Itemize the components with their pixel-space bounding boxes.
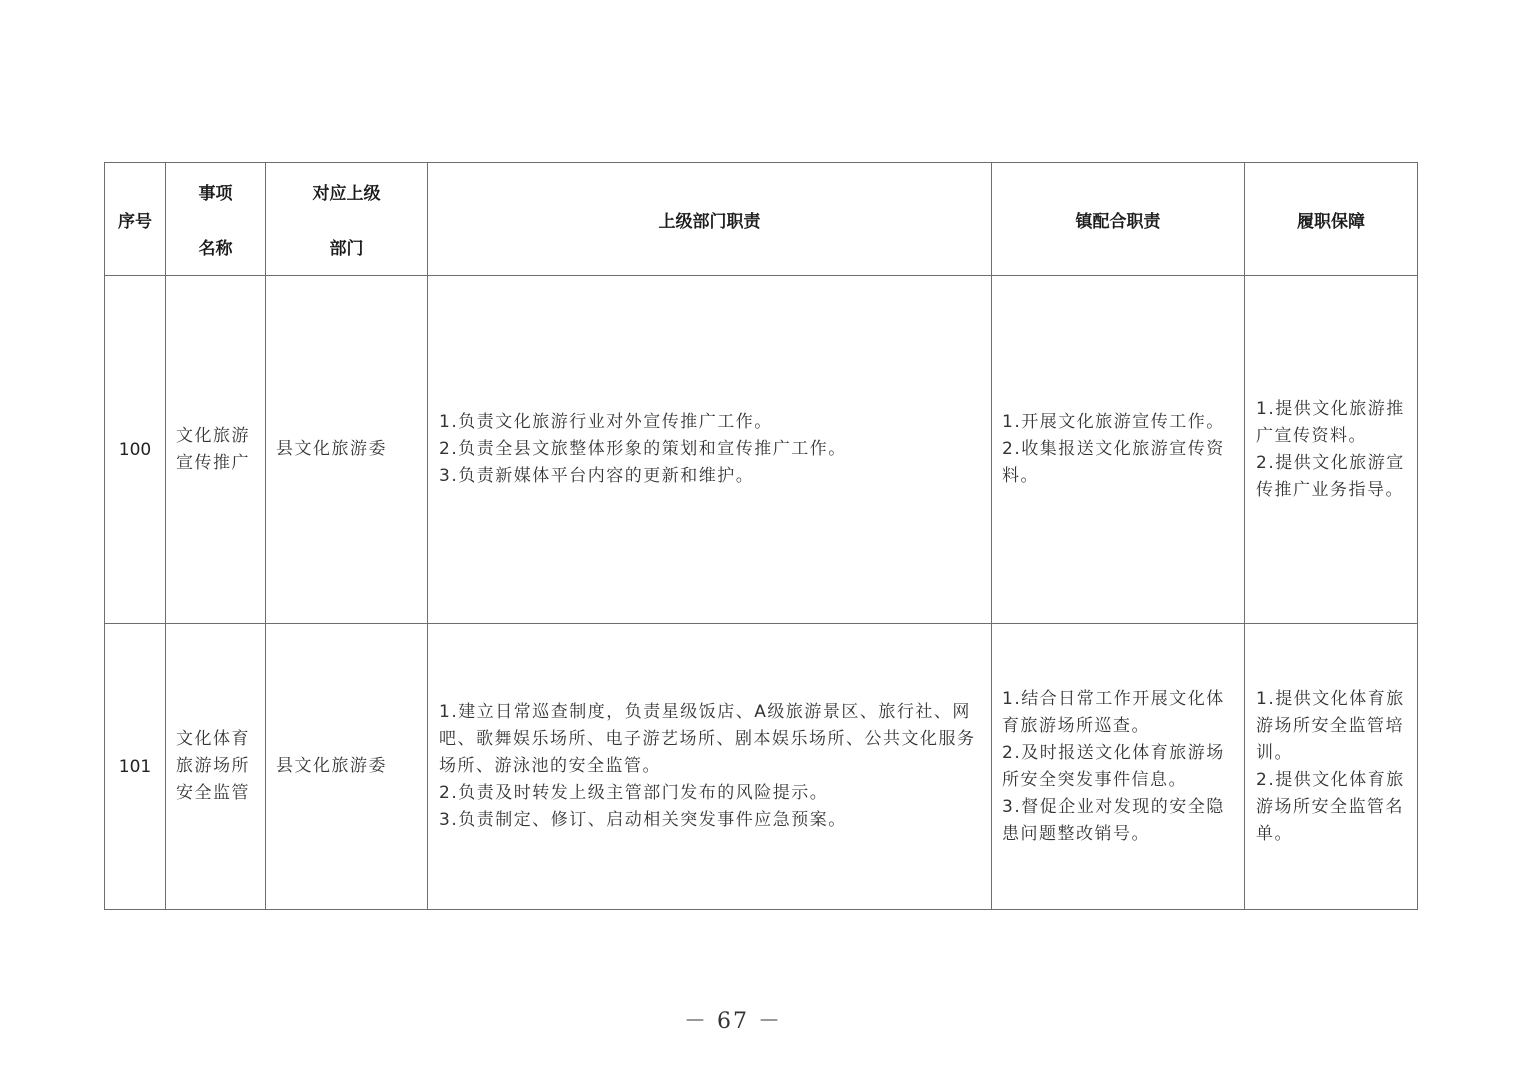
row-upper-dept: 县文化旅游委 [266, 276, 428, 624]
guarantee-item: 1.提供文化旅游推广宣传资料。 [1256, 398, 1405, 446]
duty-item: 1.建立日常巡查制度，负责星级饭店、A级旅游景区、旅行社、网吧、歌舞娱乐场所、电子游艺场所、剧本娱乐场所、公共文化服务场所、游泳池的安全监管。 [439, 702, 976, 776]
header-item-name [166, 163, 266, 276]
duty-item: 3.负责制定、修订、启动相关突发事件应急预案。 [439, 810, 847, 830]
header-upper-dept [266, 163, 428, 276]
row-item-name-line: 旅游场所 [176, 756, 250, 776]
guarantee-item: 2.提供文化体育旅游场所安全监管名单。 [1256, 769, 1405, 844]
duty-item: 2.负责及时转发上级主管部门发布的风险提示。 [439, 783, 829, 803]
row-item-name-line: 文化旅游 [176, 425, 250, 446]
row-seq: 100 [105, 276, 166, 624]
header-seq [105, 163, 166, 276]
header-seq-label: 序号 [118, 211, 152, 232]
row-guarantee [1245, 276, 1418, 624]
duty-item: 3.负责新媒体平台内容的更新和维护。 [439, 466, 755, 486]
header-upper-dept-line1: 对应上级 [312, 184, 381, 204]
header-guarantee-label: 履职保障 [1297, 211, 1365, 232]
duty-item: 2.负责全县文旅整体形象的策划和宣传推广工作。 [439, 439, 847, 459]
row-town-duties [992, 624, 1245, 910]
row-town-duties [992, 276, 1245, 624]
guarantee-item: 2.提供文化旅游宣传推广业务指导。 [1256, 452, 1405, 500]
town-duty-item: 2.收集报送文化旅游宣传资料。 [1002, 439, 1225, 486]
guarantee-item: 1.提供文化体育旅游场所安全监管培训。 [1256, 688, 1405, 763]
row-guarantee [1245, 624, 1418, 910]
header-upper-dept-line2: 部门 [329, 239, 364, 259]
header-item-name-line2: 名称 [198, 239, 233, 259]
town-duty-item: 2.及时报送文化体育旅游场所安全突发事件信息。 [1002, 742, 1225, 790]
header-town-duties [992, 163, 1245, 276]
row-upper-duties [428, 624, 992, 910]
duty-item: 1.负责文化旅游行业对外宣传推广工作。 [439, 412, 773, 432]
table-row [105, 276, 1418, 624]
table-row [105, 624, 1418, 910]
duty-table [104, 162, 1418, 910]
header-item-name-line1: 事项 [198, 184, 233, 204]
header-row [105, 163, 1418, 276]
row-seq: 101 [105, 624, 166, 910]
town-duty-item: 1.开展文化旅游宣传工作。 [1002, 412, 1225, 432]
header-upper-duties-label: 上级部门职责 [658, 211, 761, 232]
town-duty-item: 3.督促企业对发现的安全隐患问题整改销号。 [1002, 796, 1225, 844]
town-duty-item: 1.结合日常工作开展文化体育旅游场所巡查。 [1002, 688, 1225, 736]
header-town-duties-label: 镇配合职责 [1075, 211, 1161, 232]
row-item-name-line: 宣传推广 [176, 452, 250, 473]
row-upper-duties [428, 276, 992, 624]
row-upper-dept: 县文化旅游委 [266, 624, 428, 910]
page-number: － 67 － [684, 1009, 782, 1034]
row-item-name [166, 624, 266, 910]
row-item-name [166, 276, 266, 624]
row-item-name-line: 安全监管 [176, 783, 250, 803]
header-guarantee [1245, 163, 1418, 276]
header-upper-duties [428, 163, 992, 276]
row-item-name-line: 文化体育 [176, 729, 250, 749]
